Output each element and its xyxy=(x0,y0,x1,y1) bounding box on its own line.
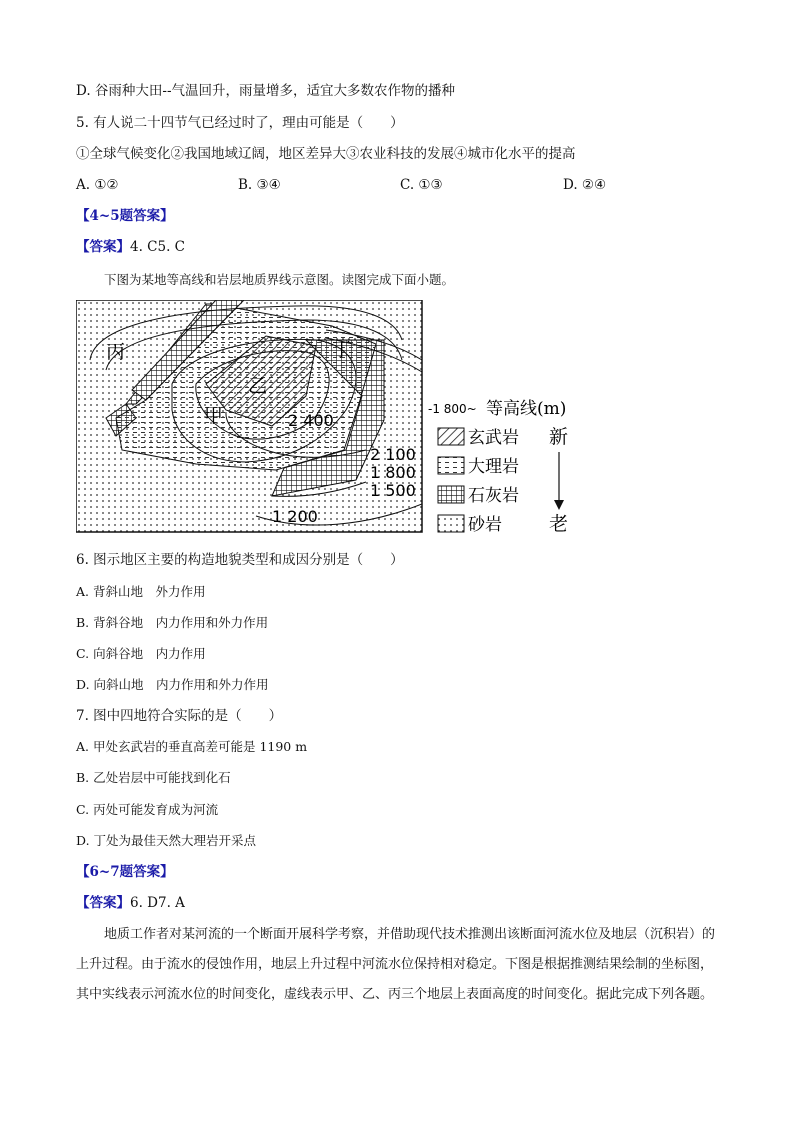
answer-4-5-header: 【4~5题答案】 xyxy=(76,208,174,224)
label-ding: 丁 xyxy=(332,339,352,361)
answer-text: 6. D7. A xyxy=(130,895,185,911)
q5-option-d: D. ②④ xyxy=(563,177,607,193)
legend-limestone: 石灰岩 xyxy=(468,486,519,506)
q5-option-b: B. ③④ xyxy=(238,177,281,193)
q6-option-a: A. 背斜山地 外力作用 xyxy=(76,584,206,599)
label-jia: 甲 xyxy=(204,405,224,427)
legend-swatch-limestone xyxy=(438,486,464,503)
q4-option-d: D. 谷雨种大田--气温回升，雨量增多，适宜大多数农作物的播种 xyxy=(76,83,456,99)
legend-marble: 大理岩 xyxy=(468,457,519,477)
q7-stem: 7. 图中四地符合实际的是（ ） xyxy=(76,708,283,724)
final-paragraph: 地质工作者对某河流的一个断面开展科学考察，并借助现代技术推测出该断面河流水位及地层（沉积岩）的上升过程。由于流水的侵蚀作用，地层上升过程中河流水位保持相对稳定。下图是根据推测结果绘制的坐标图，其中实线表示河流水位的时间变化，虚线表示甲、乙、丙三个地层上表面高度的时间变化。据此完成下列各题。 xyxy=(76,927,716,1002)
contour-geology-map xyxy=(76,300,596,540)
intro-6-7: 下图为某地等高线和岩层地质界线示意图。读图完成下面小题。 xyxy=(104,272,455,287)
legend-contour-sample: -1 800~ xyxy=(428,402,477,416)
q6-option-b: B. 背斜谷地 内力作用和外力作用 xyxy=(76,615,269,630)
q5-statements: ①全球气候变化②我国地域辽阔，地区差异大③农业科技的发展④城市化水平的提高 xyxy=(76,146,576,162)
contour-1200: 1 200 xyxy=(272,507,318,526)
age-arrow-head xyxy=(554,500,564,510)
answer-6-7 xyxy=(76,894,185,912)
legend-sandstone: 砂岩 xyxy=(468,515,502,535)
legend-basalt: 玄武岩 xyxy=(468,428,519,448)
q6-option-c: C. 向斜谷地 内力作用 xyxy=(76,646,206,661)
label-yi: 乙 xyxy=(248,375,268,397)
legend-age-new: 新 xyxy=(549,426,569,448)
q7-option-d: D. 丁处为最佳天然大理岩开采点 xyxy=(76,833,257,848)
label-bing: 丙 xyxy=(106,341,126,363)
q6-option-d: D. 向斜山地 内力作用和外力作用 xyxy=(76,677,269,692)
q5-option-c: C. ①③ xyxy=(400,177,443,193)
contour-2400: 2 400 xyxy=(288,411,334,430)
answer-text: 4. C5. C xyxy=(130,239,186,255)
q7-option-a: A. 甲处玄武岩的垂直高差可能是 1190 m xyxy=(76,739,308,754)
legend-age-old: 老 xyxy=(549,513,569,535)
contour-2100: 2 100 xyxy=(370,445,416,464)
legend-swatch-marble xyxy=(438,457,464,474)
q6-stem: 6. 图示地区主要的构造地貌类型和成因分别是（ ） xyxy=(76,552,404,568)
map-legend xyxy=(428,399,568,535)
contour-1500: 1 500 xyxy=(370,481,416,500)
q7-option-c: C. 丙处可能发育成为河流 xyxy=(76,802,219,817)
answer-6-7-header: 【6~7题答案】 xyxy=(76,864,174,880)
legend-contour-title: 等高线(m) xyxy=(486,399,567,419)
contour-1800: 1 800 xyxy=(370,463,416,482)
answer-label: 【答案】 xyxy=(76,239,130,255)
q5-stem: 5. 有人说二十四节气已经过时了，理由可能是（ ） xyxy=(76,115,404,131)
legend-swatch-basalt xyxy=(438,428,464,445)
legend-swatch-sandstone xyxy=(438,515,464,532)
q7-option-b: B. 乙处岩层中可能找到化石 xyxy=(76,770,231,785)
q5-option-a: A. ①② xyxy=(76,177,119,193)
answer-4-5 xyxy=(76,238,185,256)
answer-label: 【答案】 xyxy=(76,895,130,911)
